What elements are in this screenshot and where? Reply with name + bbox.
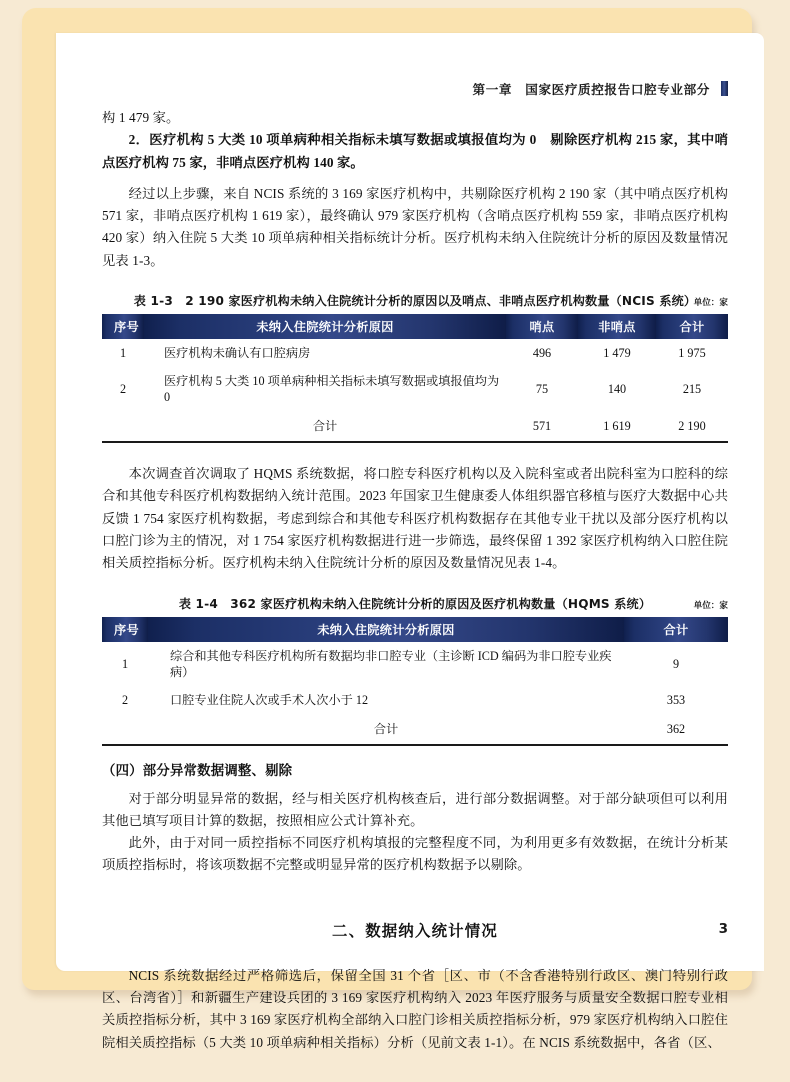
col-header-reason: 未纳入住院统计分析原因	[144, 314, 506, 339]
cell-index-empty	[102, 714, 148, 743]
table-1-4-unit-note: 单位：家	[693, 600, 728, 611]
cell-reason: 口腔专业住院人次或手术人次小于 12	[170, 692, 369, 707]
cell-total-non-sentinel: 1 619	[603, 419, 631, 434]
paragraph-section-two: NCIS 系统数据经过严格筛选后，保留全国 31 个省［区、市（不含香港特别行政区、澳门特别行政区、台湾省）］和新疆生产建设兵团的 3 169 家医疗机构纳入 2023 年医疗服务与质量安全数据口腔专业相关质控指标分析，其中 3 169 家医疗机构全部纳入口腔门诊相关质控指标分析，979 家医疗机构纳入口腔住院相关质控指标（5 大类 10 项单病种相关指标）分析（见前文表 1-1）。在 NCIS 系统数据中，各省（区、	[102, 967, 728, 1050]
table-row	[102, 642, 728, 686]
table-1-3-caption	[102, 292, 728, 314]
page-content	[56, 33, 764, 1050]
table-total-row	[102, 411, 728, 440]
paragraph-adjust-1: 对于部分明显异常的数据，经与相关医疗机构核查后，进行部分数据调整。对于部分缺项但可以利用其他已填写项目计算的数据，按照相应公式计算补充。	[102, 790, 728, 828]
cell-total: 215	[682, 382, 702, 397]
subsection-heading-four: （四）部分异常数据调整、剔除	[102, 762, 293, 778]
chapter-title: 第一章 国家医疗质控报告口腔专业部分	[472, 82, 710, 97]
col-header-reason: 未纳入住院统计分析原因	[148, 617, 624, 642]
cell-total-label: 合计	[312, 419, 338, 434]
col-header-non-sentinel: 非哨点	[578, 314, 656, 339]
running-header	[473, 79, 729, 98]
spacer	[102, 443, 728, 463]
cell-reason: 综合和其他专科医疗机构所有数据均非口腔专业（主诊断 ICD 编码为非口腔专业疾病）	[170, 648, 612, 679]
cell-index: 2	[121, 692, 129, 707]
paragraph-hqms-summary: 本次调查首次调取了 HQMS 系统数据，将口腔专科医疗机构以及入院科室或者出院科室为口腔科的综合和其他专科医疗机构数据纳入统计范围。2023 年国家卫生健康委人体组织器官移植与医疗大数据中心共反馈 1 754 家医疗机构数据，考虑到综合和其他专科医疗机构数据存在其他专业干扰以及部分医疗机构以口腔门诊为主的情况，对 1 754 家医疗机构数据进行进一步筛选，最终保留 1 392 家医疗机构纳入口腔住院相关质控指标分析。医疗机构未纳入住院统计分析的原因及数量情况见表 1-4。	[102, 466, 728, 571]
cell-index: 1	[121, 656, 129, 671]
book-page-frame	[22, 8, 752, 1050]
cell-index-empty	[102, 411, 144, 440]
spacer	[102, 877, 728, 919]
col-header-index: 序号	[102, 617, 148, 642]
table-row	[102, 686, 728, 714]
cell-total: 353	[666, 692, 686, 707]
table-1-3	[102, 314, 728, 440]
page-number: 3	[718, 921, 728, 937]
cell-non-sentinel: 1 479	[603, 346, 631, 361]
cell-reason: 医疗机构未确认有口腔病房	[164, 346, 311, 361]
paragraph-item-2: 2．医疗机构 5 大类 10 项单病种相关指标未填写数据或填报值均为 0 剔除医疗机构 215 家，其中哨点医疗机构 75 家，非哨点医疗机构 140 家。	[102, 132, 728, 170]
table-1-3-caption-text: 表 1-3 2 190 家医疗机构未纳入住院统计分析的原因以及哨点、非哨点医疗机构数量（NCIS 系统）	[133, 294, 697, 309]
col-header-total: 合计	[656, 314, 728, 339]
table-row	[102, 367, 728, 411]
paragraph-adjust-2: 此外，由于对同一质控指标不同医疗机构填报的完整程度不同，为利用更多有效数据，在统计分析某项质控指标时，将该项数据不完整或明显异常的医疗机构数据予以剔除。	[102, 835, 728, 873]
spacer	[102, 746, 728, 760]
col-header-sentinel: 哨点	[506, 314, 578, 339]
table-1-3-unit-note: 单位：家	[693, 298, 728, 309]
table-header-row	[102, 617, 728, 642]
table-row	[102, 339, 728, 367]
cell-reason: 医疗机构 5 大类 10 项单病种相关指标未填写数据或填报值均为 0	[164, 374, 500, 405]
spacer	[102, 272, 728, 292]
navy-bar-marker-icon	[721, 81, 728, 96]
cell-total-sentinel: 571	[532, 419, 552, 434]
table-1-3-block	[102, 292, 728, 443]
cell-index: 1	[119, 346, 127, 361]
col-header-total: 合计	[624, 617, 728, 642]
table-header-row	[102, 314, 728, 339]
cell-total: 9	[672, 656, 680, 671]
cell-total: 1 975	[678, 346, 706, 361]
text-column	[102, 107, 728, 1054]
spacer	[102, 575, 728, 595]
table-1-4-block	[102, 595, 728, 746]
cell-total-total: 362	[666, 721, 686, 736]
table-total-row	[102, 714, 728, 743]
spacer	[102, 174, 728, 183]
col-header-index: 序号	[102, 314, 144, 339]
spacer	[102, 941, 728, 965]
cell-total-label: 合计	[373, 721, 399, 736]
table-1-4-caption	[102, 595, 728, 617]
paragraph-continued: 构 1 479 家。	[102, 110, 180, 125]
cell-index: 2	[119, 382, 127, 397]
cell-non-sentinel: 140	[607, 382, 627, 397]
cell-sentinel: 496	[532, 346, 552, 361]
table-1-4	[102, 617, 728, 743]
table-1-4-caption-text: 表 1-4 362 家医疗机构未纳入住院统计分析的原因及医疗机构数量（HQMS 系统）	[178, 596, 652, 611]
paragraph-ncis-summary: 经过以上步骤，来自 NCIS 系统的 3 169 家医疗机构中，共剔除医疗机构 2 190 家（其中哨点医疗机构 571 家，非哨点医疗机构 1 619 家），最终确认 979 家医疗机构（含哨点医疗机构 559 家，非哨点医疗机构 420 家）纳入住院 5 大类 10 项单病种相关指标统计分析。医疗机构未纳入住院统计分析的原因及数量情况见表 1-3。	[102, 185, 728, 268]
page-sheet	[56, 33, 764, 1050]
cell-sentinel: 75	[535, 382, 549, 397]
spacer	[102, 779, 728, 788]
section-heading-two: 二、数据纳入统计情况	[332, 921, 498, 940]
cell-total-total: 2 190	[678, 419, 706, 434]
